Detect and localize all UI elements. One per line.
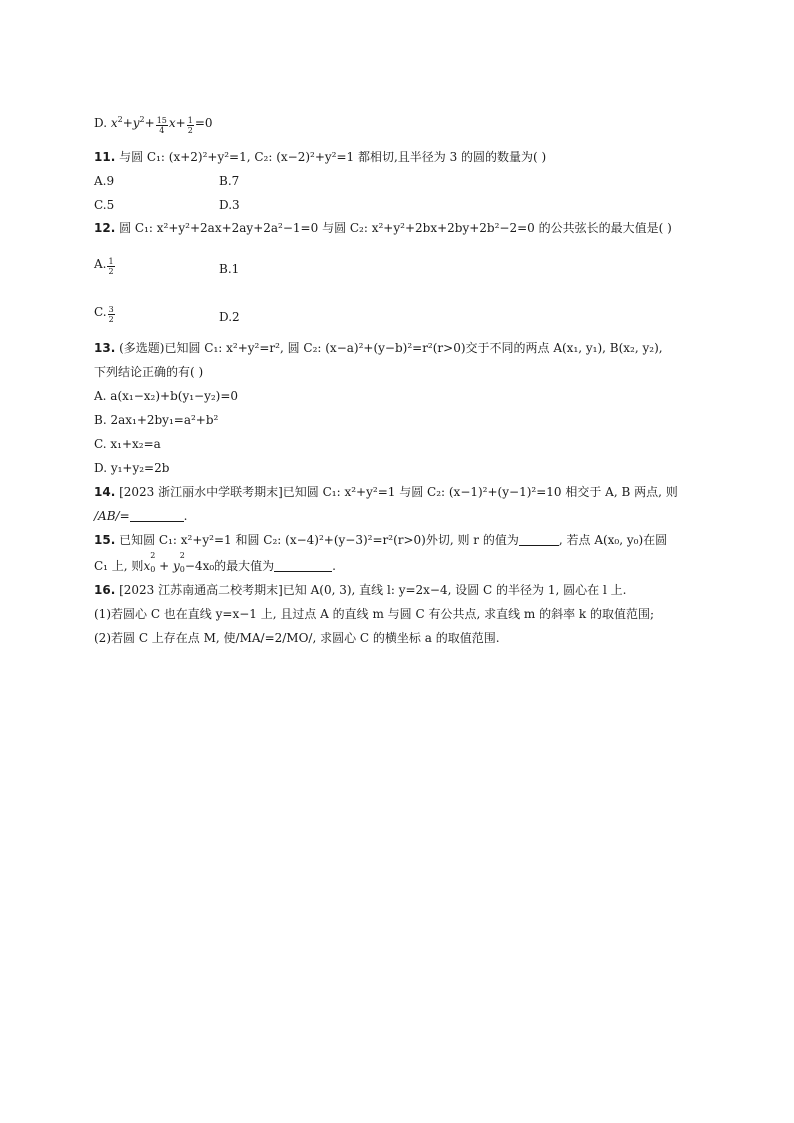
fraction-1-2 [107,257,114,276]
math-text: + [155,559,173,573]
math-text: /AB/= [94,509,130,523]
math-text: x [110,116,118,130]
q11-option-c[interactable]: C.5 [94,198,115,212]
fraction-numerator: 1 [187,116,193,125]
question-stem: 已知圆 C₁: x²+y²=1 和圆 C₂: (x−4)²+(y−3)²=r²(r>0)外切, 则 r 的值为 [119,533,519,547]
question-number: 12. [94,221,116,235]
fraction-denominator: 2 [108,315,114,324]
q13-option-b[interactable]: B. 2ax₁+2by₁=a²+b² [94,413,219,427]
math-text: x [143,559,151,573]
q12-option-a[interactable] [94,256,116,276]
question-number: 13. [94,341,116,355]
subscript: 0 2 [179,551,185,574]
question-stem: C₁ 上, 则 [94,559,144,573]
q13-option-c[interactable]: C. x₁+x₂=a [94,437,161,451]
fraction-1-2 [187,116,194,135]
question-16 [94,582,626,598]
question-stem: 与圆 C₁: (x+2)²+y²=1, C₂: (x−2)²+y²=1 都相切,且半径为 3 的圆的数量为( ) [119,150,547,164]
math-text: y [173,559,180,573]
answer-blank[interactable] [274,559,332,572]
fraction-numerator: 15 [156,116,167,125]
q11-option-d[interactable]: D.3 [219,198,240,212]
math-text: + [144,116,155,130]
q13-option-d[interactable]: D. y₁+y₂=2b [94,461,170,475]
q16-part-1: (1)若圆心 C 也在直线 y=x−1 上, 且过点 A 的直线 m 与圆 C 有公共点, 求直线 m 的斜率 k 的取值范围; [94,607,655,621]
math-text: +y [122,116,140,130]
question-stem: [2023 浙江丽水中学联考期末]已知圆 C₁: x²+y²=1 与圆 C₂: (x−1)²+(y−1)²=10 相交于 A, B 两点, 则 [119,485,678,499]
question-number: 15. [94,533,116,547]
fraction-numerator: 1 [108,257,114,266]
question-stem: (多选题)已知圆 C₁: x²+y²=r², 圆 C₂: (x−a)²+(y−b)²=r²(r>0)交于不同的两点 A(x₁, y₁), B(x₂, y₂), [119,341,663,355]
question-15 [94,532,667,548]
subscript: 0 2 [150,551,156,574]
question-11 [94,149,546,165]
question-stem-cont: , 若点 A(x₀, y₀)在圆 [558,533,668,547]
answer-blank[interactable] [130,509,184,522]
q14-stem-line2 [94,508,187,524]
question-12 [94,220,672,236]
option-label: A. [94,257,107,271]
q12-option-d[interactable]: D.2 [219,310,240,324]
q11-option-a[interactable]: A.9 [94,174,115,188]
q16-part-2: (2)若圆 C 上存在点 M, 使/MA/=2/MO/, 求圆心 C 的横坐标 a 的取值范围. [94,631,500,645]
q15-stem-line2 [94,551,336,574]
option-label: C. [94,305,107,319]
math-text: =0 [194,116,213,130]
punctuation: . [332,559,336,573]
math-text: x+ [168,116,186,130]
question-13 [94,340,663,356]
question-number: 11. [94,150,116,164]
fraction-numerator: 3 [108,305,114,314]
question-stem-cont: −4x₀的最大值为 [184,559,275,573]
question-number: 16. [94,583,116,597]
q11-option-b[interactable]: B.7 [219,174,240,188]
question-14 [94,484,678,500]
fraction-denominator: 2 [187,126,193,135]
q10-option-d[interactable] [94,115,213,135]
q12-option-b[interactable]: B.1 [219,262,240,276]
fraction-3-2 [108,305,115,324]
fraction-15-4 [156,116,168,135]
question-number: 14. [94,485,116,499]
q13-option-a[interactable]: A. a(x₁−x₂)+b(y₁−y₂)=0 [94,389,239,403]
q13-stem-line2: 下列结论正确的有( ) [94,365,204,379]
question-stem: [2023 江苏南通高二校考期末]已知 A(0, 3), 直线 l: y=2x−4, 设圆 C 的半径为 1, 圆心在 l 上. [119,583,627,597]
answer-blank[interactable] [519,533,559,546]
q12-option-c[interactable] [94,304,116,324]
fraction-denominator: 4 [159,126,165,135]
fraction-denominator: 2 [108,267,114,276]
option-label: D. [94,116,111,130]
question-stem: 圆 C₁: x²+y²+2ax+2ay+2a²−1=0 与圆 C₂: x²+y²+2bx+2by+2b²−2=0 的公共弦长的最大值是( ) [119,221,672,235]
superscript: 2 [117,115,123,124]
punctuation: . [183,509,188,523]
superscript: 2 [139,115,145,124]
